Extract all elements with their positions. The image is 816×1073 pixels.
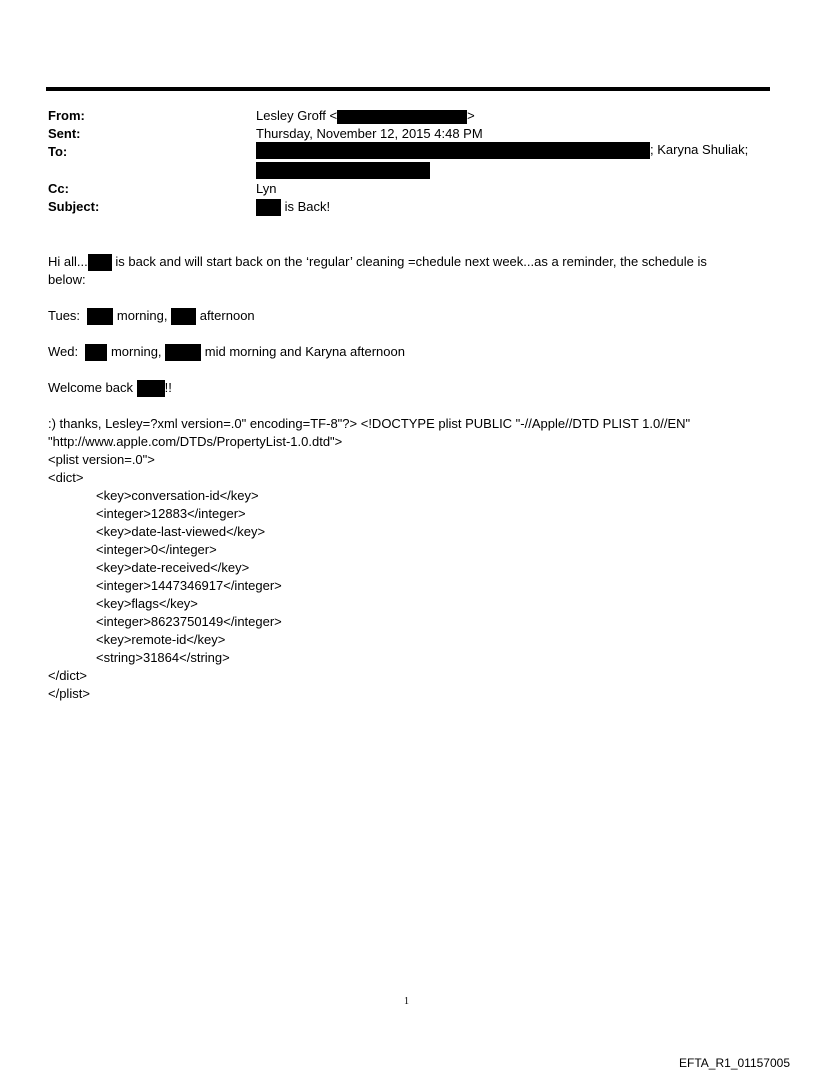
cc-label: Cc: [48, 181, 69, 196]
subject-text: is Back! [284, 199, 331, 214]
redaction-box [137, 380, 165, 397]
welcome-line [48, 379, 172, 397]
plist-dict-item: <integer>12883</integer> [96, 506, 246, 521]
redaction-box [165, 344, 201, 361]
redaction-box [256, 142, 650, 159]
body-text: Hi all... [48, 254, 88, 269]
plist-dict-item: <integer>1447346917</integer> [96, 578, 282, 593]
redaction-box [337, 110, 467, 124]
schedule-wednesday [48, 343, 405, 361]
plist-dict-item: <integer>0</integer> [96, 542, 217, 557]
plist-dict-item: <key>remote-id</key> [96, 632, 226, 647]
page-number: 1 [404, 996, 409, 1007]
body-line [48, 253, 707, 271]
bates-number: EFTA_R1_01157005 [679, 1056, 790, 1070]
header-rule [46, 87, 770, 91]
plist-line: :) thanks, Lesley=?xml version=.0" encoding=TF-8"?> <!DOCTYPE plist PUBLIC "-//Apple//DTD PLIST 1.0//EN" [48, 416, 691, 431]
day-label: Wed: [48, 344, 79, 359]
from-label: From: [48, 108, 85, 123]
plist-line: <plist version=.0"> [48, 452, 155, 467]
body-line: below: [48, 272, 86, 287]
redaction-box [256, 162, 430, 179]
from-name: Lesley Groff < [256, 108, 338, 123]
body-text: mid morning and Karyna afternoon [204, 344, 405, 359]
sent-value: Thursday, November 12, 2015 4:48 PM [256, 126, 483, 141]
body-text: afternoon [199, 308, 255, 323]
sent-label: Sent: [48, 126, 81, 141]
redaction-box [88, 254, 112, 271]
redaction-box [87, 308, 113, 325]
plist-dict-item: <key>date-last-viewed</key> [96, 524, 266, 539]
body-text: is back and will start back on the ‘regular’ cleaning =chedule next week...as a reminder, the schedule is [115, 254, 707, 269]
plist-line: "http://www.apple.com/DTDs/PropertyList-1.0.dtd"> [48, 434, 343, 449]
redaction-box [256, 199, 281, 216]
body-text: Welcome back [48, 380, 134, 395]
plist-dict-item: <integer>8623750149</integer> [96, 614, 282, 629]
from-value [256, 108, 475, 124]
body-text: morning, [116, 308, 168, 323]
body-text: morning, [110, 344, 162, 359]
redaction-box [171, 308, 196, 325]
subject-value [256, 199, 330, 216]
plist-dict-item: <key>conversation-id</key> [96, 488, 259, 503]
to-value [256, 142, 748, 159]
from-close: > [467, 108, 475, 123]
to-recipients: ; Karyna Shuliak; [650, 142, 749, 157]
plist-dict-item: <key>flags</key> [96, 596, 198, 611]
redaction-box [85, 344, 107, 361]
body-text: !! [164, 380, 172, 395]
cc-value: Lyn [256, 181, 277, 196]
schedule-tuesday [48, 307, 255, 325]
subject-label: Subject: [48, 199, 100, 214]
plist-line: <dict> [48, 470, 84, 485]
to-label: To: [48, 144, 68, 159]
plist-line: </plist> [48, 686, 90, 701]
plist-dict-item: <key>date-received</key> [96, 560, 250, 575]
plist-line: </dict> [48, 668, 88, 683]
day-label: Tues: [48, 308, 81, 323]
plist-dict-item: <string>31864</string> [96, 650, 230, 665]
